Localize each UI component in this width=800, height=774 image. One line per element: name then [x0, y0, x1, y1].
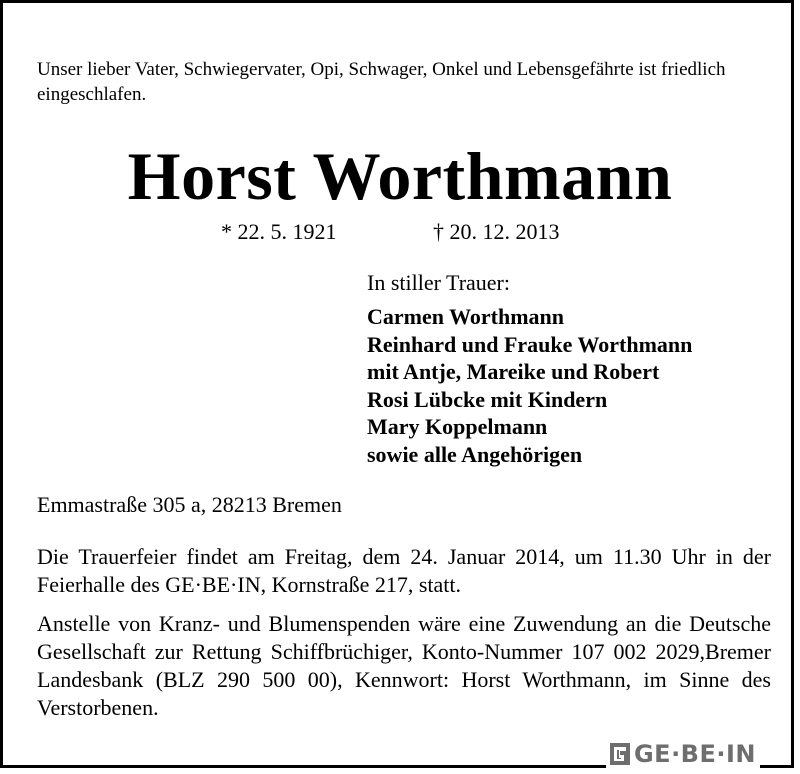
ceremony-text: Die Trauerfeier findet am Freitag, dem 24. Januar 2014, um 11.30 Uhr in der Feierhalle des GE·BE·IN, Kornstraße 217, statt.: [37, 544, 771, 597]
mourners-list: [367, 303, 777, 468]
intro-text: Unser lieber Vater, Schwiegervater, Opi, Schwager, Onkel und Lebensgefährte ist friedlich eingeschlafen.: [37, 59, 726, 105]
mourner-line: sowie alle Angehörigen: [367, 441, 583, 467]
mourners-block: [367, 269, 777, 468]
donation-text: Anstelle von Kranz- und Blumenspenden wäre eine Zuwendung an die Deutsche Gesellschaft zur Rettung Schiffbrüchiger, Konto-Nummer 107 002 2029,Bremer Landesbank (BLZ 290 500 00), Kennwort: Horst Worthmann, im Sinne des Verstorbenen.: [37, 611, 771, 720]
deceased-name: Horst Worthmann: [127, 138, 673, 214]
mourner-line: Reinhard und Frauke Worthmann: [367, 331, 693, 357]
ge-be-in-logo: [606, 740, 760, 768]
death-date: † 20. 12. 2013: [433, 219, 560, 244]
mourning-label: In stiller Trauer:: [367, 270, 510, 295]
mourner-line: mit Antje, Mareike und Robert: [367, 359, 660, 384]
address: Emmastraße 305 a, 28213 Bremen: [37, 492, 342, 517]
birth-date: * 22. 5. 1921: [221, 219, 337, 244]
ge-be-in-logo-icon: [610, 743, 630, 765]
logo-text: GE·BE·IN: [633, 740, 756, 768]
mourner-line: Carmen Worthmann: [367, 304, 564, 329]
mourner-line: Rosi Lübcke mit Kindern: [367, 386, 608, 412]
mourner-line: Mary Koppelmann: [367, 414, 548, 439]
